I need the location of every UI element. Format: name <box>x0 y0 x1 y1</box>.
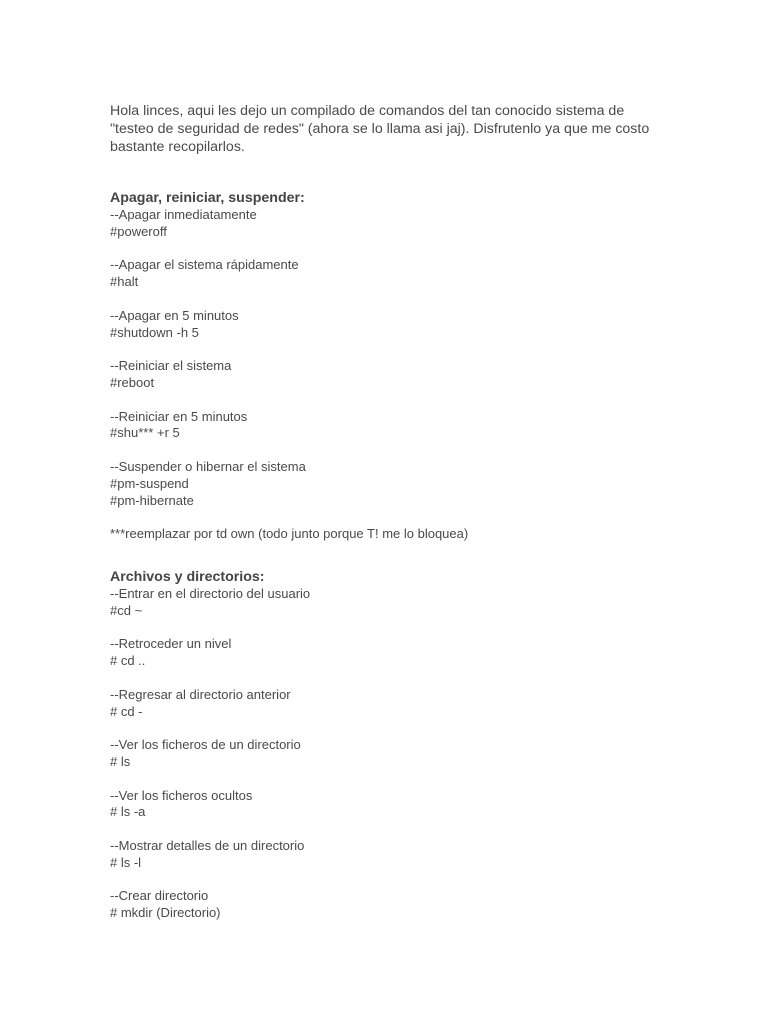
section-title: Apagar, reiniciar, suspender: <box>110 190 305 206</box>
command-group <box>110 207 670 241</box>
command-group <box>110 409 670 443</box>
command-text: # ls -l <box>110 854 142 870</box>
command-group <box>110 586 670 620</box>
intro-paragraph: Hola linces, aqui les dejo un compilado de comandos del tan conocido sistema de "testeo de seguridad de redes" (ahora se lo llama asi jaj). Disfrutenlo ya que me costo bastante recopilarlos. <box>110 103 650 155</box>
command-description: --Mostrar detalles de un directorio <box>110 837 305 853</box>
command-text: #reboot <box>110 374 155 390</box>
command-description: --Ver los ficheros de un directorio <box>110 737 301 753</box>
command-description: --Apagar inmediatamente <box>110 207 257 222</box>
command-text: #pm-suspend <box>110 475 189 491</box>
command-group <box>110 358 670 392</box>
command-description: --Reiniciar el sistema <box>110 358 232 374</box>
command-text: #halt <box>110 274 139 290</box>
command-group <box>110 687 670 721</box>
command-text: # ls <box>110 753 131 769</box>
command-group <box>110 257 670 291</box>
command-group <box>110 636 670 670</box>
command-text: #shu*** +r 5 <box>110 425 180 441</box>
command-group <box>110 737 670 771</box>
section-power <box>110 189 670 543</box>
command-group <box>110 888 670 922</box>
command-text: #cd ~ <box>110 602 143 618</box>
command-text: # ls -a <box>110 804 146 820</box>
section-files <box>110 568 670 922</box>
command-group <box>110 788 670 822</box>
command-text: #pm-hibernate <box>110 492 194 508</box>
command-text: # cd - <box>110 703 143 719</box>
command-description: --Regresar al directorio anterior <box>110 686 291 702</box>
command-text: # cd .. <box>110 653 146 669</box>
command-description: --Suspender o hibernar el sistema <box>110 458 306 474</box>
censor-note: ***reemplazar por td own (todo junto porque T! me lo bloquea) <box>110 526 469 542</box>
command-text: #shutdown -h 5 <box>110 324 199 340</box>
section-title: Archivos y directorios: <box>110 568 265 585</box>
document-page <box>110 102 670 939</box>
command-description: --Ver los ficheros ocultos <box>110 787 253 803</box>
command-text: #poweroff <box>110 223 167 239</box>
command-group <box>110 838 670 872</box>
command-description: --Crear directorio <box>110 888 209 904</box>
command-description: --Apagar en 5 minutos <box>110 307 239 323</box>
command-group <box>110 459 670 509</box>
command-text: # mkdir (Directorio) <box>110 905 221 921</box>
command-description: --Entrar en el directorio del usuario <box>110 585 311 601</box>
command-description: --Reiniciar en 5 minutos <box>110 408 248 424</box>
command-description: --Apagar el sistema rápidamente <box>110 257 299 273</box>
command-group <box>110 308 670 342</box>
command-description: --Retroceder un nivel <box>110 636 232 652</box>
